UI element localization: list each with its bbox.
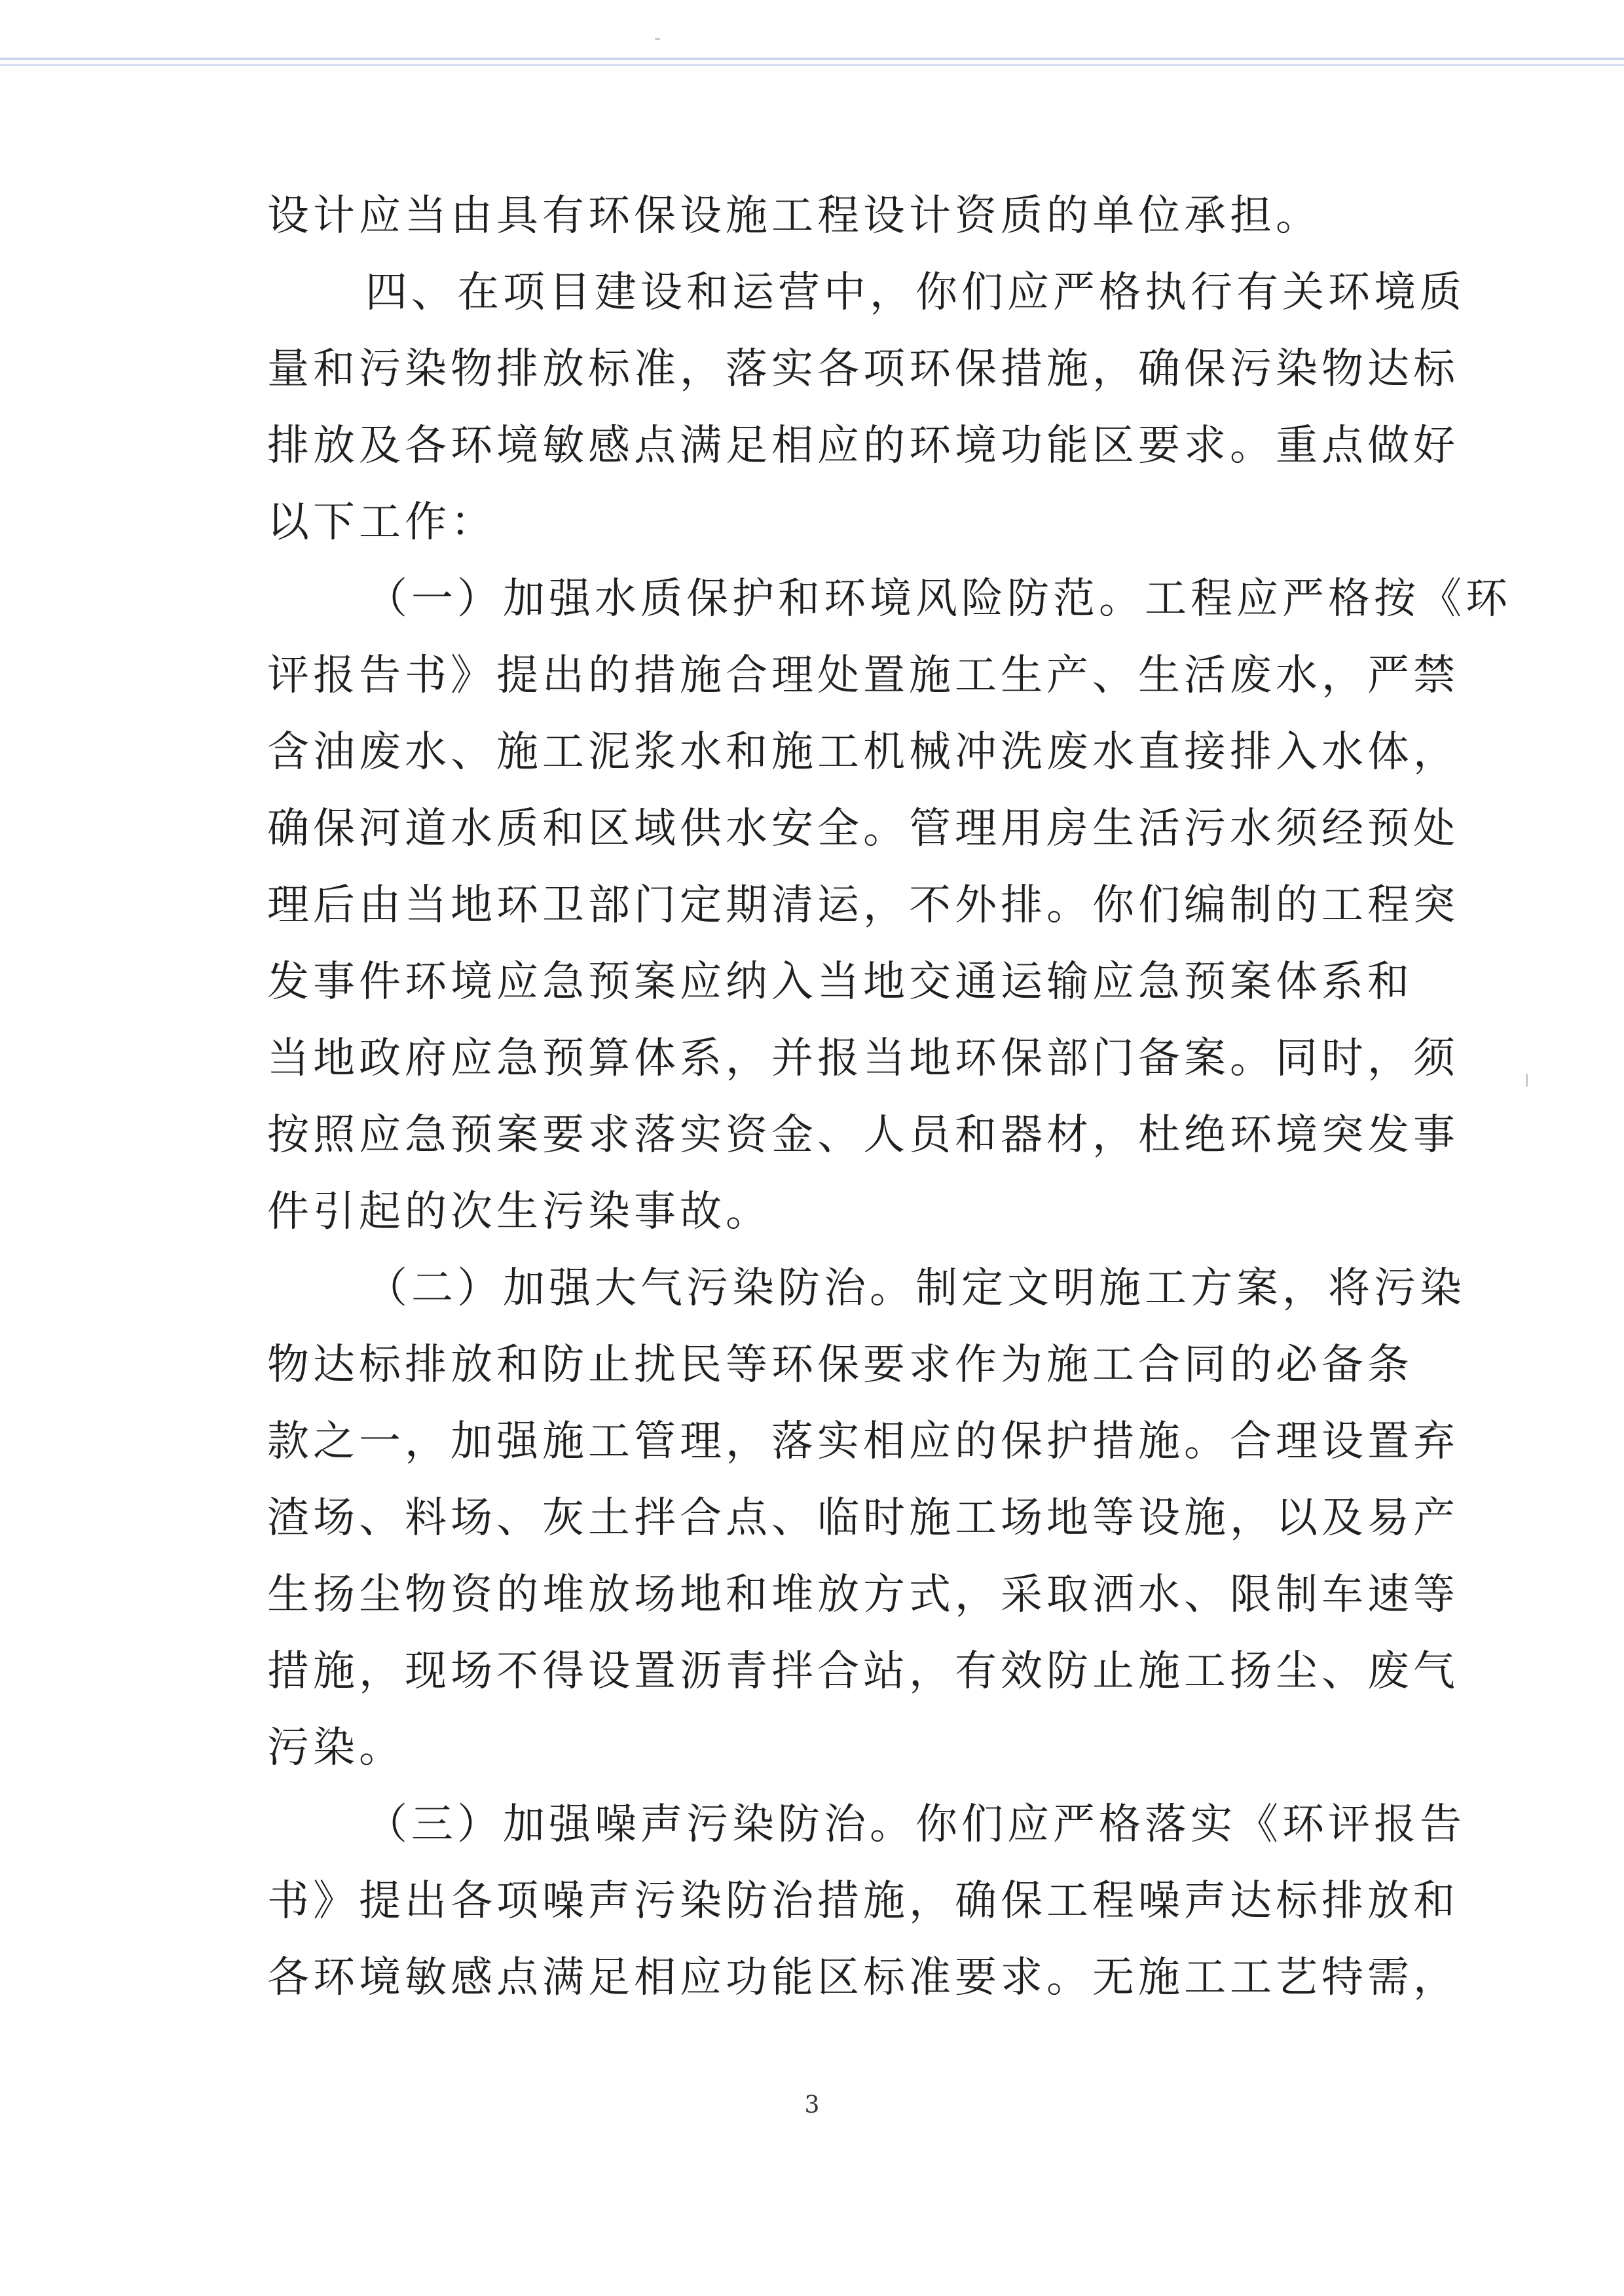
page-number: 3: [804, 2092, 820, 2119]
body-line: 量和污染物排放标准，落实各项环保措施，确保污染物达标: [267, 345, 1459, 393]
scan-speck: [655, 38, 660, 40]
body-line: 以下工作：: [267, 498, 496, 547]
body-line: 件引起的次生污染事故。: [267, 1188, 771, 1236]
body-line: 生扬尘物资的堆放场地和堆放方式，采取洒水、限制车速等: [267, 1571, 1459, 1619]
scan-top-border: [0, 58, 1624, 60]
body-line: 当地政府应急预算体系，并报当地环保部门备案。同时，须: [267, 1034, 1459, 1083]
scan-speck: [1526, 1074, 1528, 1087]
body-line: 含油废水、施工泥浆水和施工机械冲洗废水直接排入水体，: [267, 728, 1459, 776]
body-line: 物达标排放和防止扰民等环保要求作为施工合同的必备条: [267, 1341, 1413, 1389]
body-line: 书》提出各项噪声污染防治措施，确保工程噪声达标排放和: [267, 1877, 1459, 1925]
body-line: 评报告书》提出的措施合理处置施工生产、生活废水，严禁: [267, 651, 1459, 700]
body-line: 排放及各环境敏感点满足相应的环境功能区要求。重点做好: [267, 422, 1459, 470]
page-body: [267, 178, 1511, 2016]
body-line: 各环境敏感点满足相应功能区标准要求。无施工工艺特需，: [267, 1954, 1459, 2002]
body-line: 四、在项目建设和运营中，你们应严格执行有关环境质: [365, 268, 1466, 317]
body-line: （二）加强大气污染防治。制定文明施工方案，将污染: [365, 1264, 1466, 1313]
body-line: 措施，现场不得设置沥青拌合站，有效防止施工扬尘、废气: [267, 1647, 1459, 1696]
body-line: （三）加强噪声污染防治。你们应严格落实《环评报告: [365, 1800, 1466, 1849]
body-line: 理后由当地环卫部门定期清运，不外排。你们编制的工程突: [267, 881, 1459, 930]
body-line: 设计应当由具有环保设施工程设计资质的单位承担。: [267, 192, 1321, 240]
body-line: 污染。: [267, 1724, 405, 1772]
body-line: 发事件环境应急预案应纳入当地交通运输应急预案体系和: [267, 958, 1413, 1006]
body-line: 渣场、料场、灰土拌合点、临时施工场地等设施，以及易产: [267, 1494, 1459, 1542]
scan-top-border-secondary: [0, 64, 1624, 66]
body-line: （一）加强水质保护和环境风险防范。工程应严格按《环: [365, 575, 1511, 623]
body-line: 确保河道水质和区域供水安全。管理用房生活污水须经预处: [267, 805, 1459, 853]
body-line: 款之一，加强施工管理，落实相应的保护措施。合理设置弃: [267, 1417, 1459, 1466]
body-line: 按照应急预案要求落实资金、人员和器材，杜绝环境突发事: [267, 1111, 1459, 1159]
